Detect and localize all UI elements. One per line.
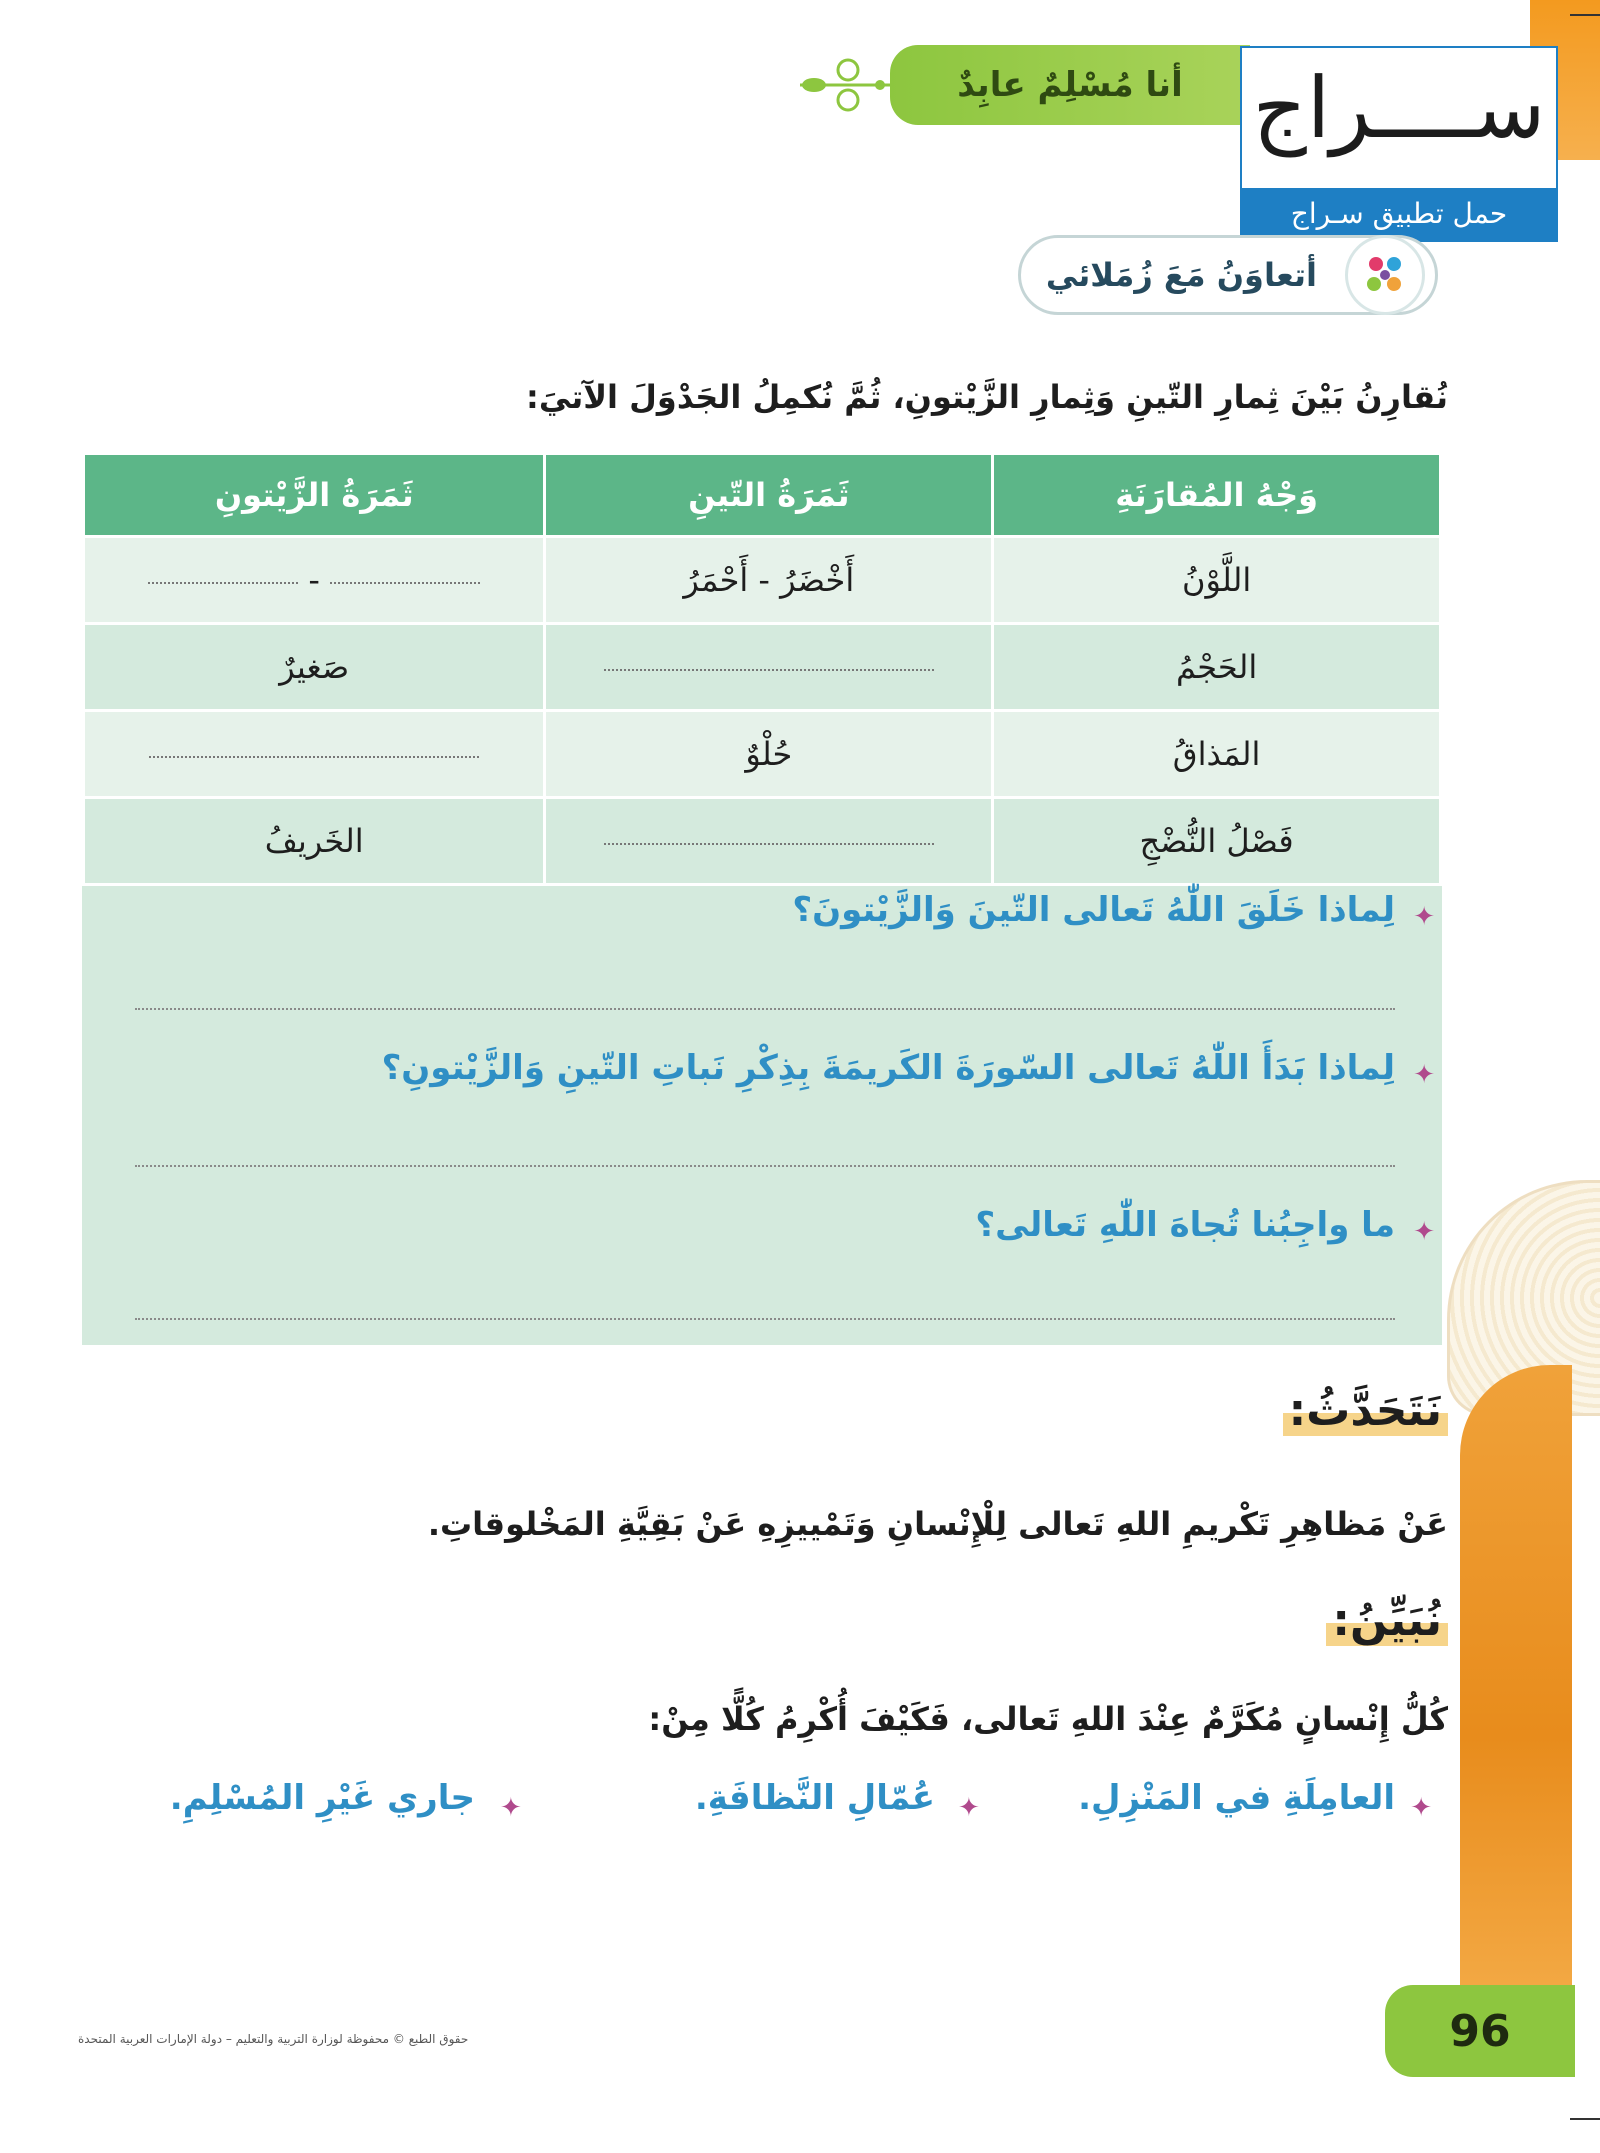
- blank-answer[interactable]: [604, 841, 934, 845]
- sprig-ornament-icon: [800, 50, 890, 120]
- header-aspect: وَجْهُ المُقارَنَةِ: [993, 455, 1441, 537]
- activity-label: أتعاوَنُ مَعَ زُمَلائي: [1045, 256, 1317, 294]
- row-olive-separator: -: [308, 561, 320, 599]
- explain-text: كُلُّ إِنْسانٍ مُكَرَّمٌ عِنْدَ اللهِ تَعالى، فَكَيْفَ أُكْرِمُ كُلًّا مِنْ:: [648, 1700, 1448, 1738]
- people-group-icon: [1345, 235, 1425, 315]
- table-row: [84, 798, 1441, 885]
- row-olive-cell[interactable]: [84, 711, 545, 798]
- decorative-band: [1460, 1365, 1572, 1985]
- row-fig: أَخْضَرُ - أَحْمَرُ: [545, 537, 993, 624]
- section-title: أنا مُسْلِمٌ عابِدٌ: [890, 45, 1250, 125]
- siraj-watermark[interactable]: [1240, 46, 1558, 242]
- row-aspect: اللَّوْنُ: [993, 537, 1441, 624]
- blank-answer[interactable]: [330, 580, 480, 584]
- bullet-star-icon: ✦: [1413, 902, 1435, 932]
- discuss-text: عَنْ مَظاهِرِ تَكْريمِ اللهِ تَعالى لِلْإِنْسانِ وَتَمْييزِهِ عَنْ بَقِيَّةِ المَخْلوقاتِ.: [427, 1505, 1448, 1543]
- bullet-star-icon: ✦: [1413, 1217, 1435, 1247]
- page-number: 96: [1385, 1985, 1575, 2077]
- answer-line[interactable]: [135, 1165, 1395, 1167]
- copyright-footer: حقوق الطبع © محفوظة لوزارة التربية والتعليم – دولة الإمارات العربية المتحدة: [78, 2032, 469, 2046]
- row-olive-cell[interactable]: [84, 537, 545, 624]
- table-row: [84, 537, 1441, 624]
- table-row: [84, 624, 1441, 711]
- row-fig-cell[interactable]: [545, 798, 993, 885]
- blank-answer[interactable]: [604, 667, 934, 671]
- table-row: [84, 711, 1441, 798]
- row-fig: حُلْوٌ: [545, 711, 993, 798]
- header-olive: ثَمَرَةُ الزَّيْتونِ: [84, 455, 545, 537]
- question-2: لِماذا بَدَأَ اللّٰهُ تَعالى السّورَةَ الكَريمَةَ بِذِكْرِ نَباتِ التّينِ وَالزَّيْتونِ؟: [381, 1048, 1395, 1088]
- answer-line[interactable]: [135, 1318, 1395, 1320]
- siraj-caption: حمل تطبيق سـراج: [1242, 188, 1556, 240]
- discuss-heading: نَتَحَدَّثُ:: [1283, 1385, 1448, 1436]
- explain-item-3: جاري غَيْرِ المُسْلِمِ.: [169, 1778, 475, 1818]
- explain-heading: نُبَيِّنُ:: [1326, 1595, 1448, 1646]
- row-olive: صَغيرٌ: [84, 624, 545, 711]
- row-aspect: المَذاقُ: [993, 711, 1441, 798]
- bullet-star-icon: ✦: [1410, 1793, 1432, 1823]
- blank-answer[interactable]: [149, 754, 479, 758]
- activity-badge: [1018, 235, 1438, 315]
- row-aspect: فَصْلُ النُّضْجِ: [993, 798, 1441, 885]
- bullet-star-icon: ✦: [958, 1793, 980, 1823]
- explain-item-2: عُمّالِ النَّظافَةِ.: [694, 1778, 935, 1818]
- header-fig: ثَمَرَةُ التّينِ: [545, 455, 993, 537]
- crop-mark: [1570, 14, 1600, 16]
- bullet-star-icon: ✦: [500, 1793, 522, 1823]
- question-1: لِماذا خَلَقَ اللّٰهُ تَعالى التّينَ وَالزَّيْتونَ؟: [792, 890, 1395, 930]
- question-3: ما واجِبُنا تُجاهَ اللّٰهِ تَعالى؟: [975, 1205, 1395, 1245]
- instruction-text: نُقارِنُ بَيْنَ ثِمارِ التّينِ وَثِمارِ الزَّيْتونِ، ثُمَّ نُكمِلُ الجَدْوَلَ الآتيَ:: [526, 378, 1448, 416]
- comparison-table: [82, 455, 1442, 886]
- blank-answer[interactable]: [148, 580, 298, 584]
- row-fig-cell[interactable]: [545, 624, 993, 711]
- row-olive: الخَريفُ: [84, 798, 545, 885]
- siraj-logo: ســــراج: [1252, 59, 1546, 157]
- crop-mark: [1570, 2118, 1600, 2120]
- row-aspect: الحَجْمُ: [993, 624, 1441, 711]
- answer-line[interactable]: [135, 1008, 1395, 1010]
- explain-item-1: العامِلَةِ في المَنْزِلِ.: [1078, 1778, 1395, 1818]
- bullet-star-icon: ✦: [1413, 1060, 1435, 1090]
